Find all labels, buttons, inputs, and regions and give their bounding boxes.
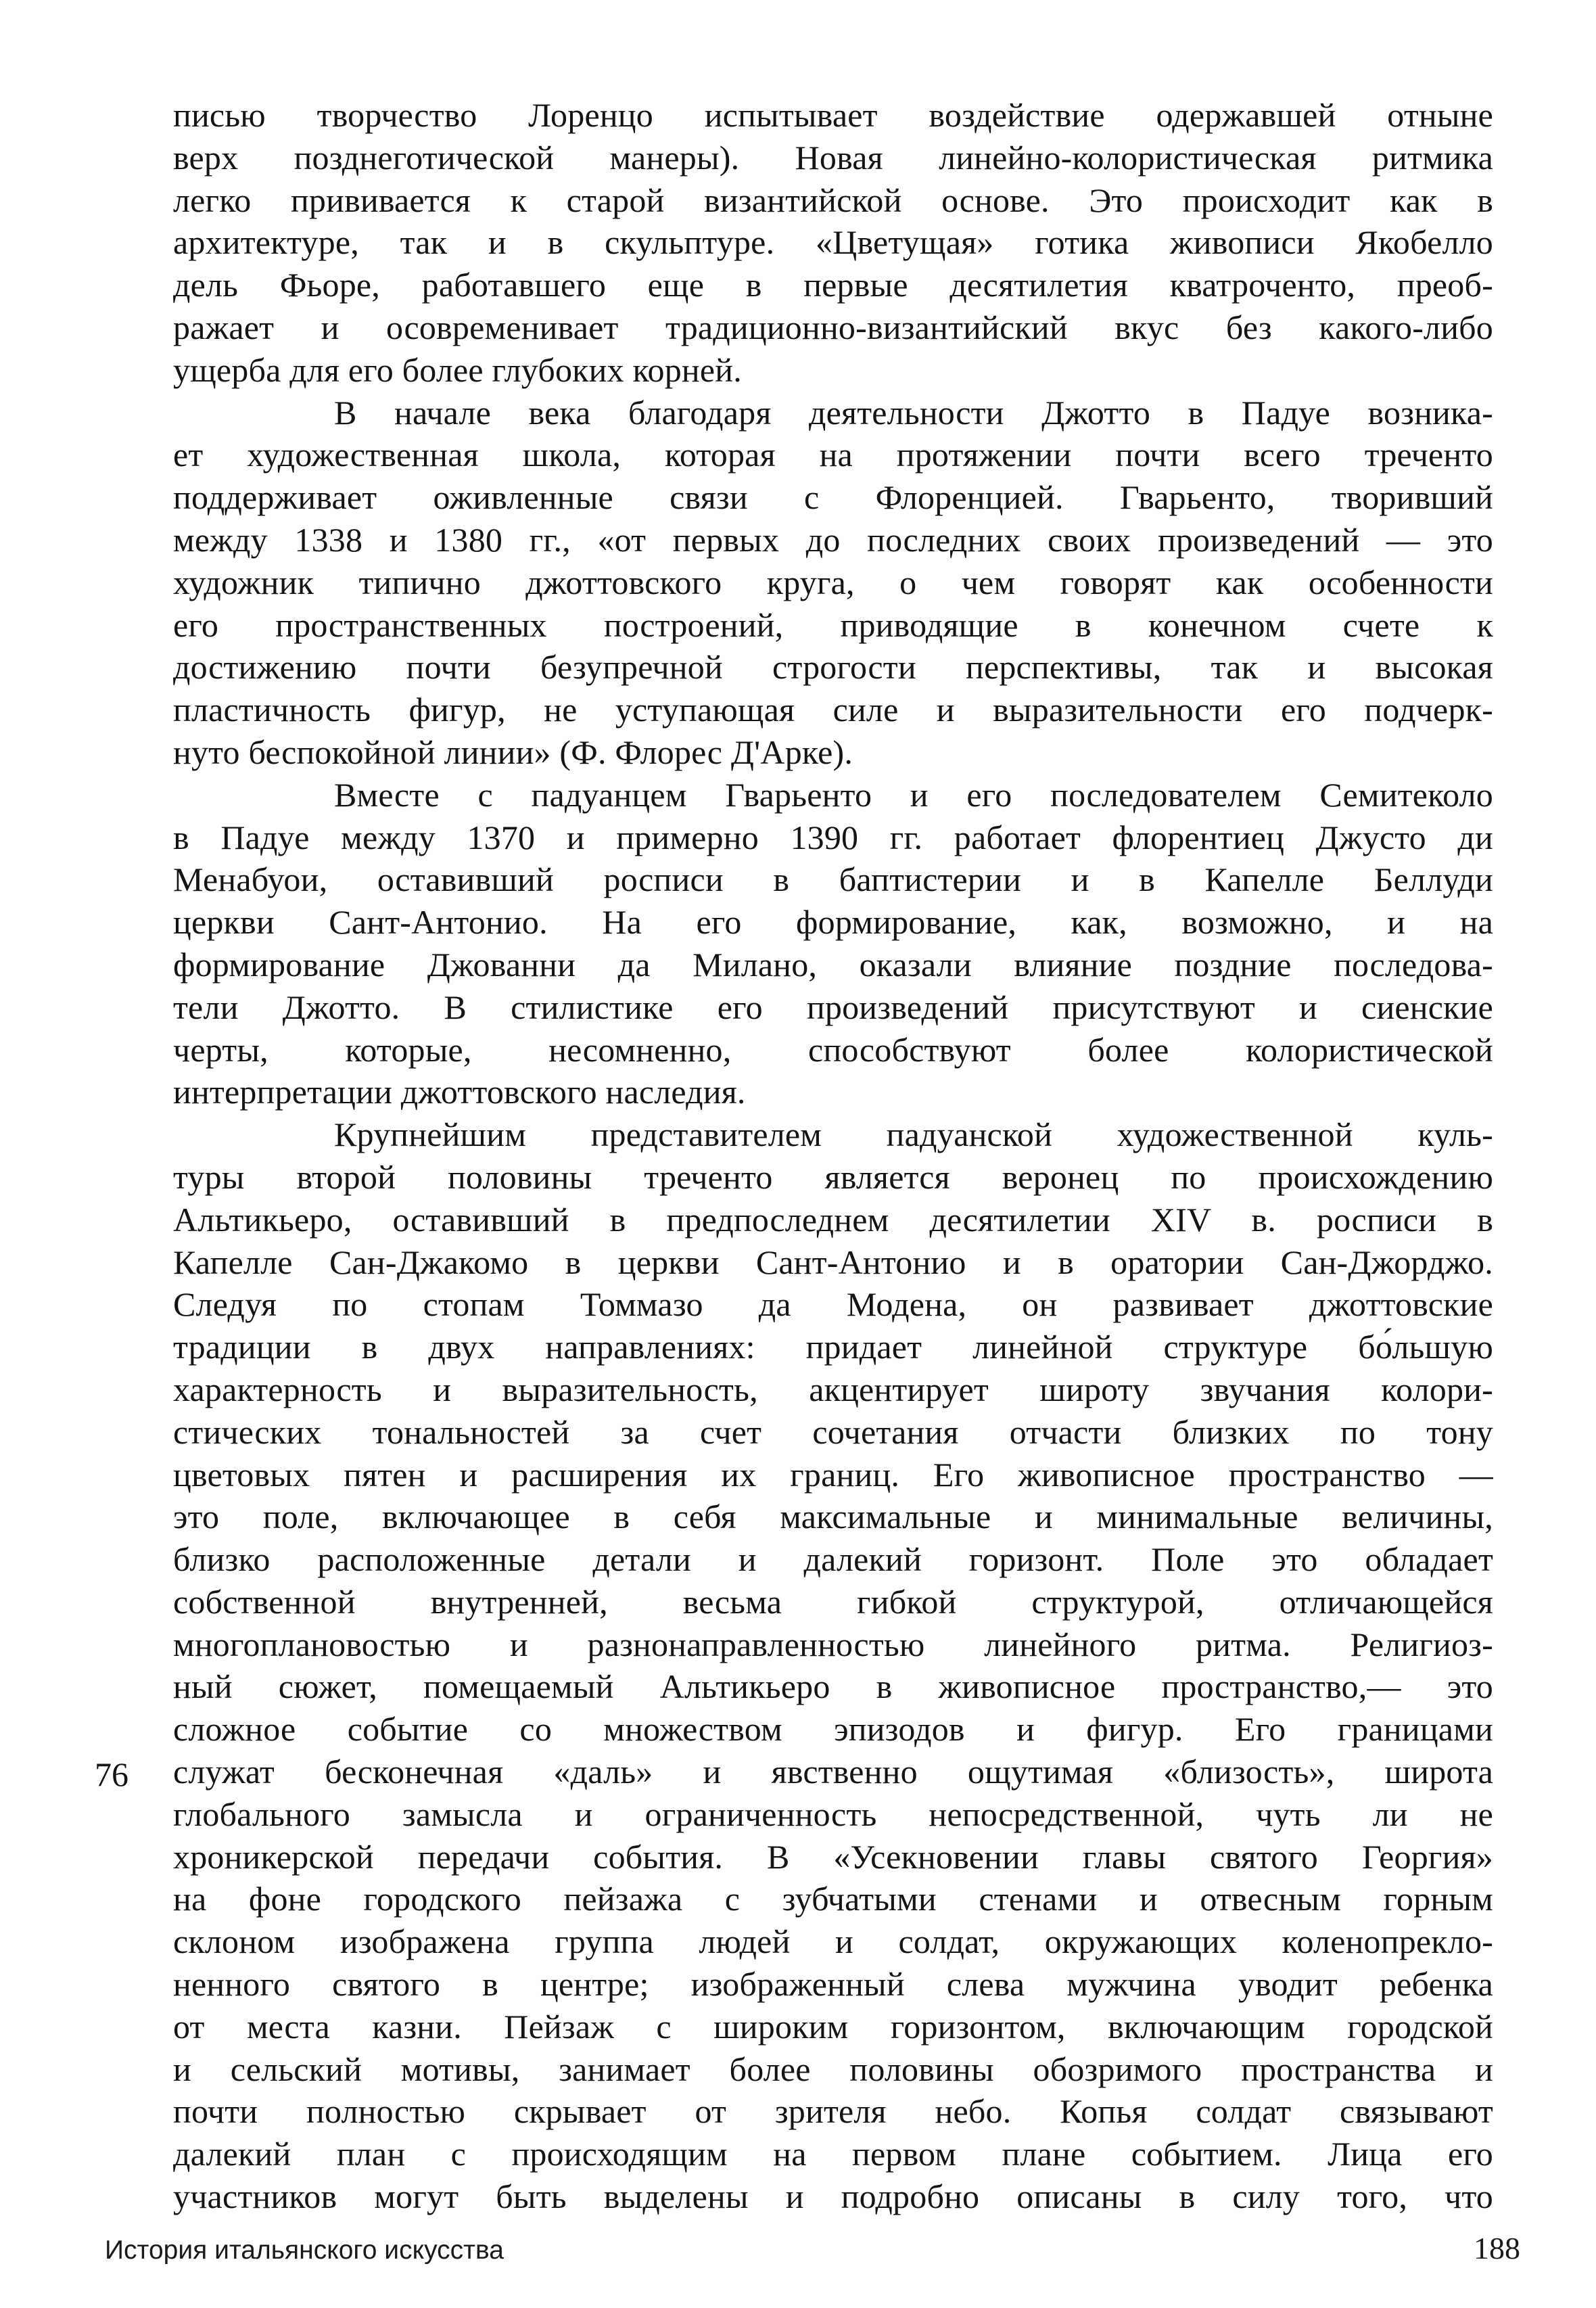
- page-number: 188: [1474, 2231, 1520, 2265]
- text-line: тели Джотто. В стилистике его произведений присутствуют и сиенские: [173, 988, 1493, 1026]
- text-line: Следуя по стопам Томмазо да Модена, он развивает джоттовские: [173, 1285, 1493, 1324]
- text-line: достижению почти безупречной строгости перспективы, так и высокая: [173, 648, 1493, 687]
- text-line: писью творчество Лоренцо испытывает воздействие одержавшей отныне: [173, 96, 1493, 134]
- text-line: ненного святого в центре; изображенный слева мужчина уводит ребенка: [173, 1965, 1493, 2004]
- running-title: История итальянского искусства: [105, 2236, 504, 2265]
- text-line: характерность и выразительность, акцентирует широту звучания колори-: [173, 1370, 1493, 1408]
- text-line: склоном изображена группа людей и солдат, окружающих коленопрекло-: [173, 1922, 1493, 1961]
- paragraph-start-line: В начале века благодаря деятельности Джотто в Падуе возника-: [334, 393, 1493, 432]
- text-line: черты, которые, несомненно, способствуют более колористической: [173, 1030, 1493, 1069]
- text-line: близко расположенные детали и далекий горизонт. Поле это обладает: [173, 1540, 1493, 1579]
- text-line: Капелле Сан-Джакомо в церкви Сант-Антонио и в оратории Сан-Джорджо.: [173, 1243, 1493, 1281]
- text-line: интерпретации джоттовского наследия.: [173, 1073, 746, 1111]
- text-line: участников могут быть выделены и подробно описаны в силу того, что: [173, 2177, 1493, 2216]
- text-line: пластичность фигур, не уступающая силе и выразительности его подчерк-: [173, 691, 1493, 729]
- text-line: его пространственных построений, приводящие в конечном счете к: [173, 605, 1493, 644]
- text-line: архитектуре, так и в скульптуре. «Цветущая» готика живописи Якобелло: [173, 223, 1493, 262]
- text-line: традиции в двух направлениях: придает линейной структуре бо́льшую: [173, 1328, 1493, 1366]
- text-line: глобального замысла и ограниченность непосредственной, чуть ли не: [173, 1795, 1493, 1833]
- text-line: далекий план с происходящим на первом плане событием. Лица его: [173, 2135, 1493, 2173]
- paragraph-start-line: Вместе с падуанцем Гварьенто и его последователем Семитеколо: [334, 775, 1493, 814]
- text-line: на фоне городского пейзажа с зубчатыми стенами и отвесным горным: [173, 1880, 1493, 1918]
- text-line: между 1338 и 1380 гг., «от первых до последних своих произведений — это: [173, 520, 1493, 559]
- text-line: служат бесконечная «даль» и явственно ощутимая «близость», широта: [173, 1753, 1493, 1791]
- text-line: сложное событие со множеством эпизодов и фигур. Его границами: [173, 1710, 1493, 1749]
- text-line: нуто беспокойной линии» (Ф. Флорес Д'Арке).: [173, 733, 853, 771]
- paragraph-start-line: Крупнейшим представителем падуанской художественной куль-: [334, 1115, 1493, 1154]
- text-line: в Падуе между 1370 и примерно 1390 гг. работает флорентиец Джусто ди: [173, 818, 1493, 856]
- text-line: Менабуои, оставивший росписи в баптистерии и в Капелле Беллуди: [173, 860, 1493, 899]
- text-line: ный сюжет, помещаемый Альтикьеро в живописное пространство,— это: [173, 1667, 1493, 1706]
- text-line: Альтикьеро, оставивший в предпоследнем десятилетии XIV в. росписи в: [173, 1200, 1493, 1239]
- text-line: цветовых пятен и расширения их границ. Его живописное пространство —: [173, 1455, 1493, 1494]
- text-line: верх позднеготической манеры). Новая линейно-колористическая ритмика: [173, 138, 1493, 177]
- text-line: туры второй половины треченто является веронец по происхождению: [173, 1157, 1493, 1196]
- text-line: собственной внутренней, весьма гибкой структурой, отличающейся: [173, 1582, 1493, 1621]
- text-line: и сельский мотивы, занимает более половины обозримого пространства и: [173, 2050, 1493, 2088]
- margin-illustration-reference: 76: [95, 1755, 128, 1793]
- text-line: формирование Джованни да Милано, оказали влияние поздние последова-: [173, 945, 1493, 984]
- text-line: почти полностью скрывает от зрителя небо. Копья солдат связывают: [173, 2092, 1493, 2131]
- text-line: это поле, включающее в себя максимальные и минимальные величины,: [173, 1498, 1493, 1536]
- text-line: поддерживает оживленные связи с Флоренцией. Гварьенто, творивший: [173, 478, 1493, 517]
- text-line: от места казни. Пейзаж с широким горизонтом, включающим городской: [173, 2007, 1493, 2046]
- text-line: хроникерской передачи события. В «Усекновении главы святого Георгия»: [173, 1837, 1493, 1876]
- text-line: ущерба для его более глубоких корней.: [173, 350, 742, 389]
- text-line: стических тональностей за счет сочетания отчасти близких по тону: [173, 1412, 1493, 1451]
- text-line: дель Фьоре, работавшего еще в первые десятилетия кватроченто, преоб-: [173, 266, 1493, 304]
- text-line: многоплановостью и разнонаправленностью линейного ритма. Религиоз-: [173, 1625, 1493, 1663]
- text-line: церкви Сант-Антонио. На его формирование, как, возможно, и на: [173, 903, 1493, 942]
- text-line: ет художественная школа, которая на протяжении почти всего треченто: [173, 436, 1493, 474]
- text-line: художник типично джоттовского круга, о чем говорят как особенности: [173, 563, 1493, 601]
- text-line: ражает и осовременивает традиционно-византийский вкус без какого-либо: [173, 308, 1493, 346]
- body-text: [173, 94, 1493, 2218]
- text-line: легко прививается к старой византийской основе. Это происходит как в: [173, 181, 1493, 219]
